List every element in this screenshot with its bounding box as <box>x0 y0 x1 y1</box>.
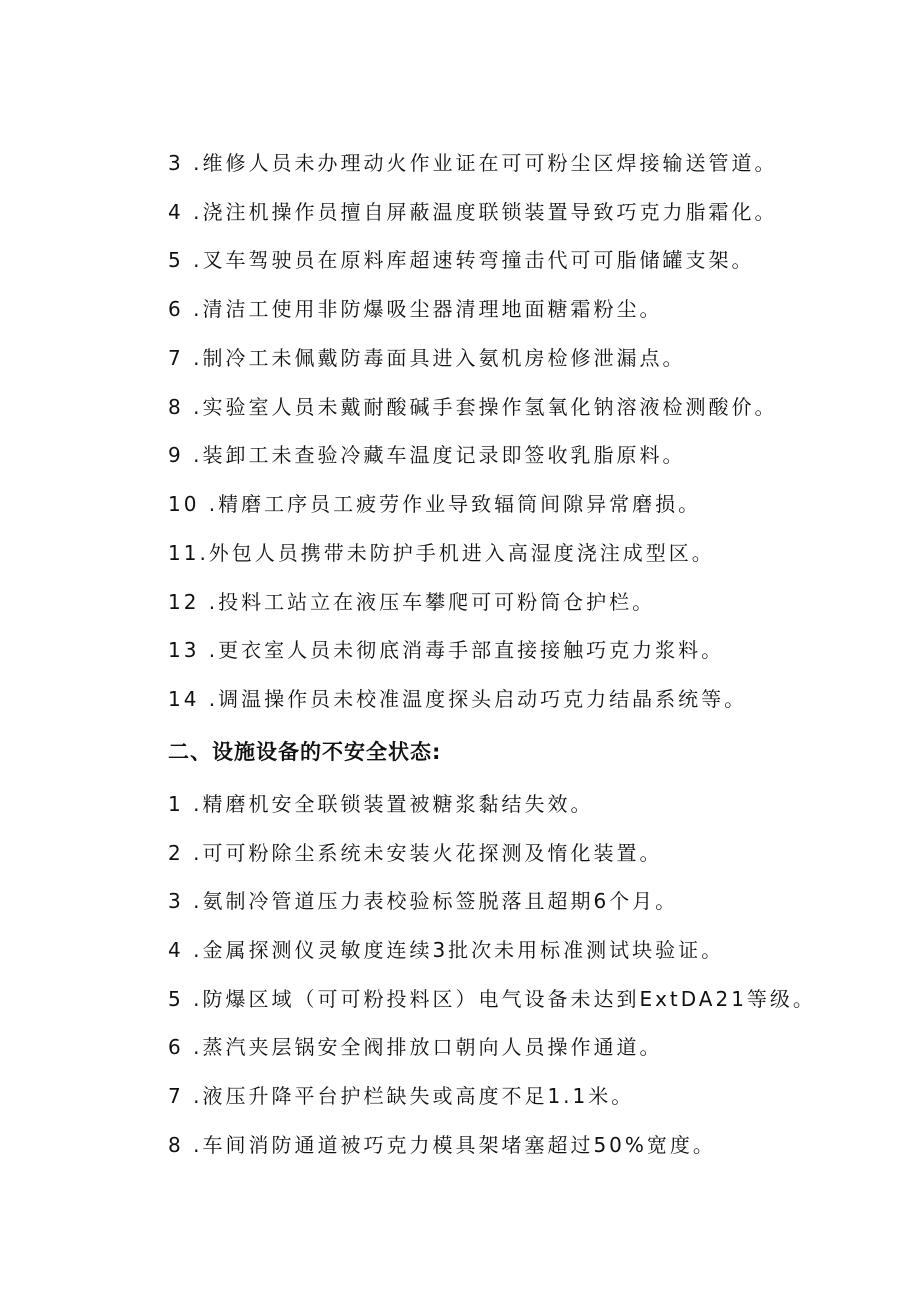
section-heading: 二、设施设备的不安全状态: <box>168 740 442 764</box>
list-item: 13 .更衣室人员未彻底消毒手部直接接触巧克力浆料。 <box>168 638 725 662</box>
list-item: 8 .实验室人员未戴耐酸碱手套操作氢氧化钠溶液检测酸价。 <box>168 395 778 419</box>
list-item: 6 .清洁工使用非防爆吸尘器清理地面糖霜粉尘。 <box>168 297 663 321</box>
list-item: 4 .金属探测仪灵敏度连续3批次未用标准测试块验证。 <box>168 938 725 962</box>
list-item: 5 .叉车驾驶员在原料库超速转弯撞击代可可脂储罐支架。 <box>168 248 755 272</box>
list-item: 5 .防爆区域（可可粉投料区）电气设备未达到ExtDA21等级。 <box>168 987 816 1011</box>
list-item: 7 .制冷工未佩戴防毒面具进入氨机房检修泄漏点。 <box>168 346 686 370</box>
list-item: 1 .精磨机安全联锁装置被糖浆黏结失效。 <box>168 792 594 816</box>
list-item: 11.外包人员携带未防护手机进入高湿度浇注成型区。 <box>168 541 715 565</box>
list-item: 6 .蒸汽夹层锅安全阀排放口朝向人员操作通道。 <box>168 1035 663 1059</box>
list-item: 2 .可可粉除尘系统未安装火花探测及惰化装置。 <box>168 841 663 865</box>
list-item: 4 .浇注机操作员擅自屏蔽温度联锁装置导致巧克力脂霜化。 <box>168 200 778 224</box>
list-item: 10 .精磨工序员工疲劳作业导致辐筒间隙异常磨损。 <box>168 492 702 516</box>
list-item: 3 .氨制冷管道压力表校验标签脱落且超期6个月。 <box>168 889 679 913</box>
list-item: 3 .维修人员未办理动火作业证在可可粉尘区焊接输送管道。 <box>168 151 778 175</box>
list-item: 12 .投料工站立在液压车攀爬可可粉筒仓护栏。 <box>168 590 656 614</box>
list-item: 14 .调温操作员未校准温度探头启动巧克力结晶系统等。 <box>168 687 748 711</box>
list-item: 9 .装卸工未查验冷藏车温度记录即签收乳脂原料。 <box>168 443 686 467</box>
list-item: 8 .车间消防通道被巧克力模具架堵塞超过50%宽度。 <box>168 1133 716 1157</box>
list-item: 7 .液压升降平台护栏缺失或高度不足1.1米。 <box>168 1084 635 1108</box>
